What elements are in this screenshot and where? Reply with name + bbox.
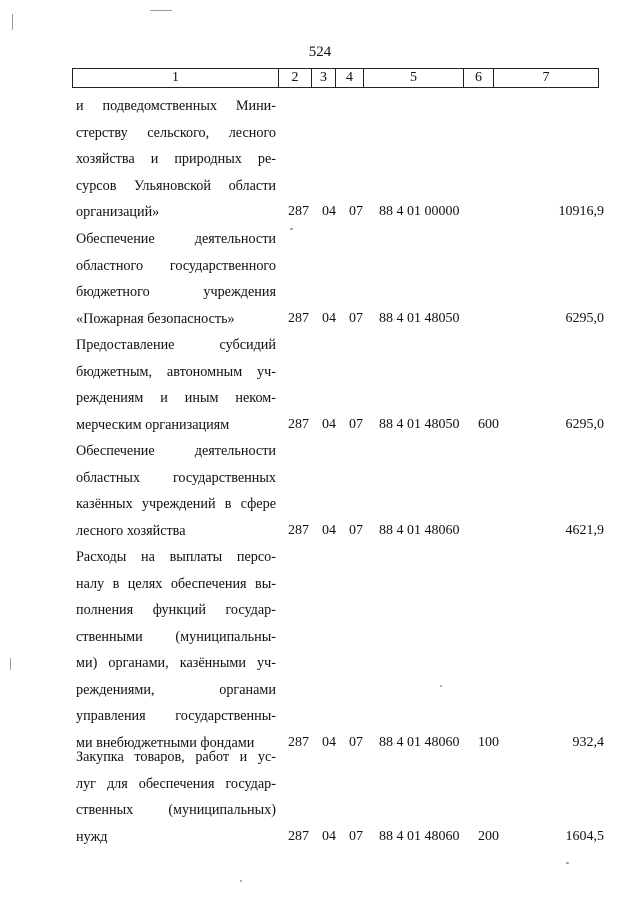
description-line: Предоставление субсидий bbox=[76, 337, 276, 353]
code-section: 04 bbox=[322, 828, 336, 844]
code-ministry: 287 bbox=[288, 204, 309, 219]
description-line: Обеспечение деятельности bbox=[76, 443, 276, 459]
description-line: хозяйства и природных ре- bbox=[76, 151, 276, 167]
page-number: 524 bbox=[308, 44, 332, 60]
description-line: стерству сельского, лесного bbox=[76, 124, 276, 141]
scan-speck bbox=[290, 228, 293, 230]
code-subsection: 07 bbox=[349, 522, 363, 538]
column-header-row bbox=[73, 69, 599, 88]
code-subsection: 07 bbox=[349, 828, 363, 844]
row-description bbox=[76, 226, 276, 332]
row-description bbox=[76, 438, 276, 544]
code-section: 04 bbox=[322, 204, 336, 219]
column-header-6: 6 bbox=[464, 69, 494, 88]
column-header-5: 5 bbox=[364, 69, 464, 88]
code-subsection: 07 bbox=[349, 734, 363, 750]
row-description bbox=[76, 332, 276, 438]
description-line: ми внебюджетными фондами bbox=[76, 734, 255, 751]
description-line: луг для обеспечения государ- bbox=[76, 775, 276, 792]
description-line: мерческим организациям bbox=[76, 416, 230, 433]
scan-speck bbox=[440, 685, 442, 687]
description-line: областных государственных bbox=[76, 469, 276, 486]
description-line: Обеспечение деятельности bbox=[76, 231, 276, 247]
description-line: ми) органами, казёнными уч- bbox=[76, 655, 276, 671]
code-section: 04 bbox=[322, 734, 336, 750]
code-subsection: 07 bbox=[349, 204, 363, 219]
code-subsection: 07 bbox=[349, 416, 363, 432]
code-target-article: 88 4 01 00000 bbox=[379, 204, 460, 219]
description-line: реждениям и иным неком- bbox=[76, 390, 276, 406]
code-section: 04 bbox=[322, 416, 336, 432]
column-header-7: 7 bbox=[494, 69, 599, 88]
amount: 4621,9 bbox=[565, 522, 604, 538]
amount: 932,4 bbox=[572, 734, 604, 750]
code-ministry: 287 bbox=[288, 522, 309, 538]
description-line: бюджетного учреждения bbox=[76, 284, 276, 300]
scan-speck bbox=[566, 862, 569, 864]
column-header-2: 2 bbox=[279, 69, 312, 88]
description-line: сурсов Ульяновской области bbox=[76, 177, 276, 194]
code-subsection: 07 bbox=[349, 310, 363, 326]
amount: 6295,0 bbox=[565, 416, 604, 432]
description-line: бюджетным, автономным уч- bbox=[76, 363, 276, 380]
description-line: организаций» bbox=[76, 204, 160, 220]
description-line: нужд bbox=[76, 828, 108, 845]
scan-speck bbox=[240, 880, 242, 882]
description-line: казённых учреждений в сфере bbox=[76, 496, 276, 512]
column-header-4: 4 bbox=[336, 69, 364, 88]
code-expense-type: 200 bbox=[478, 828, 499, 844]
description-line: реждениями, органами bbox=[76, 681, 276, 698]
code-expense-type: 100 bbox=[478, 734, 499, 750]
code-ministry: 287 bbox=[288, 310, 309, 326]
scan-speck bbox=[12, 14, 13, 30]
code-target-article: 88 4 01 48050 bbox=[379, 310, 460, 326]
code-ministry: 287 bbox=[288, 416, 309, 432]
amount: 1604,5 bbox=[565, 828, 604, 844]
description-line: Расходы на выплаты персо- bbox=[76, 549, 276, 565]
description-line: Закупка товаров, работ и ус- bbox=[76, 749, 276, 765]
description-line: ственных (муниципальных) bbox=[76, 802, 276, 818]
row-description bbox=[76, 93, 276, 226]
column-header-table bbox=[72, 68, 599, 88]
row-description bbox=[76, 544, 276, 756]
amount: 6295,0 bbox=[565, 310, 604, 326]
column-header-1: 1 bbox=[73, 69, 279, 88]
code-ministry: 287 bbox=[288, 734, 309, 750]
code-target-article: 88 4 01 48060 bbox=[379, 522, 460, 538]
description-line: полнения функций государ- bbox=[76, 602, 276, 618]
description-line: и подведомственных Мини- bbox=[76, 98, 276, 114]
description-line: областного государственного bbox=[76, 257, 276, 274]
description-line: «Пожарная безопасность» bbox=[76, 310, 235, 327]
scan-speck bbox=[150, 10, 172, 11]
code-expense-type: 600 bbox=[478, 416, 499, 432]
column-header-3: 3 bbox=[312, 69, 336, 88]
description-line: ственными (муниципальны- bbox=[76, 628, 276, 645]
description-line: налу в целях обеспечения вы- bbox=[76, 575, 276, 592]
description-line: управления государственны- bbox=[76, 708, 276, 724]
code-target-article: 88 4 01 48060 bbox=[379, 734, 460, 750]
code-target-article: 88 4 01 48050 bbox=[379, 416, 460, 432]
code-section: 04 bbox=[322, 522, 336, 538]
row-description bbox=[76, 744, 276, 850]
code-ministry: 287 bbox=[288, 828, 309, 844]
code-target-article: 88 4 01 48060 bbox=[379, 828, 460, 844]
description-line: лесного хозяйства bbox=[76, 522, 186, 539]
scan-speck bbox=[10, 658, 11, 670]
code-section: 04 bbox=[322, 310, 336, 326]
amount: 10916,9 bbox=[558, 204, 604, 219]
